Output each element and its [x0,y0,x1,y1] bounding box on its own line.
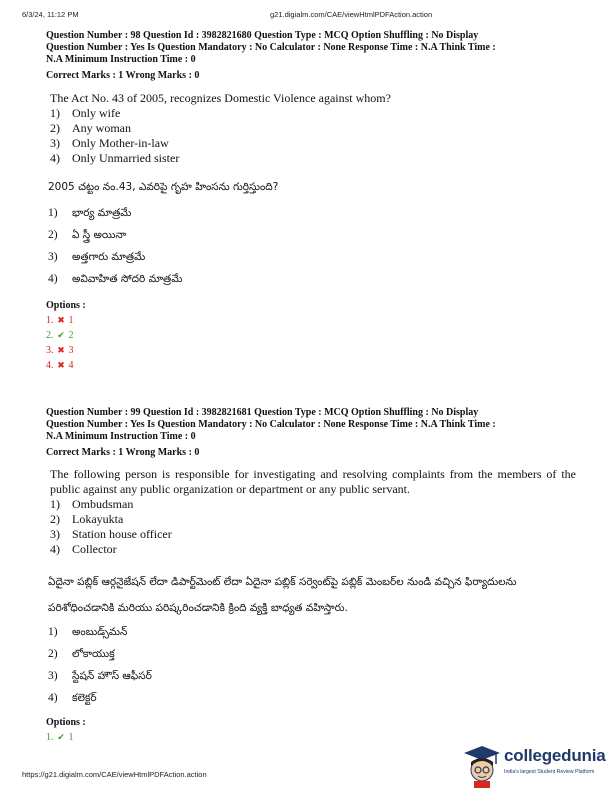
option-item: 3) స్టేషన్ హౌస్ ఆఫీసర్ [48,670,152,682]
option-item: 2) Any woman [50,121,131,135]
option-item: 1) Ombudsman [50,497,134,511]
brand-tagline: India's largest Student Review Platform [504,769,595,775]
print-datetime: 6/3/24, 11:12 PM [22,10,79,19]
graduate-mascot-icon [462,744,502,788]
option-item: 4) Only Unmarried sister [50,151,180,165]
question-meta [46,30,576,66]
option-item: 2) ఏ స్త్రీ అయినా [48,229,127,241]
answer-option: 3. ✖ 3 [46,345,74,356]
question-text-en: The following person is responsible for investigating and resolving complaints from the members of the public against any public organization or department or any public servant. [50,467,576,496]
question-98 [46,30,576,373]
meta-line: Question Number : Yes Is Question Mandatory : No Calculator : None Response Time : N.A Think Time : [46,42,496,53]
meta-line: Question Number : 99 Question Id : 3982821681 Question Type : MCQ Option Shuffling : No Display [46,407,479,418]
question-text-te: ఏదైనా పబ్లిక్ ఆర్గనైజేషన్ లేదా డిపార్ట్‌మెంట్ లేదా ఏదైనా పబ్లిక్ సర్వెంట్‌పై పబ్లిక్ మెంబర్‌ల నుండి వచ్చిన ఫిర్యాదులను పరిశోధించడానికి మరియు పరిష్కరించడానికి క్రింది వ్యక్తి బాధ్యత వహిస్తారు. [48,576,517,614]
check-icon: ✔ [57,330,65,340]
options-heading: Options : [46,717,86,728]
collegedunia-logo [462,742,612,790]
cross-icon: ✖ [57,315,65,325]
question-meta [46,407,576,443]
options-en [46,497,576,557]
question-99 [46,407,576,745]
page-header [22,10,592,22]
answer-list [46,313,576,373]
answer-option: 2. ✔ 2 [46,330,74,341]
option-item: 3) Only Mother-in-law [50,136,169,150]
option-item: 1) Only wife [50,106,121,120]
marks-line: Correct Marks : 1 Wrong Marks : 0 [46,447,200,458]
answer-option: 1. ✔ 1 [46,732,74,743]
options-te [46,621,576,709]
cross-icon: ✖ [57,345,65,355]
meta-line: Question Number : Yes Is Question Mandatory : No Calculator : None Response Time : N.A Think Time : [46,419,496,430]
option-item: 4) అవివాహిత సోదరి మాత్రమే [48,273,183,285]
marks-line: Correct Marks : 1 Wrong Marks : 0 [46,70,200,81]
answer-option: 4. ✖ 4 [46,360,74,371]
cross-icon: ✖ [57,360,65,370]
options-en [46,106,576,166]
option-item: 2) లోకాయుక్త [48,648,115,660]
option-item: 4) Collector [50,542,117,556]
check-icon: ✔ [57,732,65,742]
header-url: g21.digialm.com/CAE/viewHtmlPDFAction.action [270,10,433,19]
meta-line: N.A Minimum Instruction Time : 0 [46,54,196,65]
option-item: 1) భార్య మాత్రమే [48,207,132,219]
options-heading: Options : [46,300,86,311]
question-text-te: 2005 చట్టం నం.43, ఎవరిపై గృహ హింసను గుర్తిస్తుంది? [48,181,279,193]
footer-url: https://g21.digialm.com/CAE/viewHtmlPDFAction.action [22,770,207,779]
meta-line: Question Number : 98 Question Id : 3982821680 Question Type : MCQ Option Shuffling : No Display [46,30,479,41]
answer-option: 1. ✖ 1 [46,315,74,326]
question-text-en: The Act No. 43 of 2005, recognizes Domestic Violence against whom? [50,91,391,105]
option-item: 2) Lokayukta [50,512,124,526]
options-te [46,202,576,290]
brand-name: collegedunia [504,746,606,765]
option-item: 3) అత్తగారు మాత్రమే [48,251,146,263]
option-item: 3) Station house officer [50,527,172,541]
option-item: 4) కలెక్టర్ [48,692,97,704]
option-item: 1) అంబుడ్స్‌మన్ [48,626,128,638]
meta-line: N.A Minimum Instruction Time : 0 [46,431,196,442]
